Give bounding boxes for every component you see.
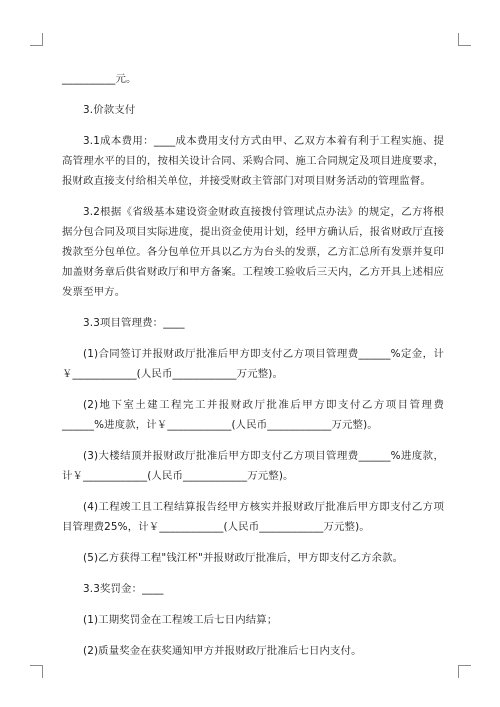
list-item-fee-1: (1)合同签订并报财政厅批准后甲方即支付乙方项目管理费______%定金，计￥____________(人民币____________万元整)。 <box>62 348 444 380</box>
list-item-fee-5: (5)乙方获得工程"钱江杯"并报财政厅批准后，甲方即支付乙方余款。 <box>83 552 404 564</box>
list-item-fee-2: (2)地下室土建工程完工并报财政厅批准后甲方即支付乙方项目管理费______%进度款，计￥____________(人民币____________万元整)。 <box>62 399 444 431</box>
list-item-bonus-1: (1)工期奖罚金在工程竣工后七日内结算； <box>83 614 278 626</box>
paragraph-direct-allocation: 3.2根据《省级基本建设资金财政直接拨付管理试点办法》的规定，乙方将根据分包合同及项目实际进度，提出资金使用计划，经甲方确认后，报省财政厅直接拨款至分包单位。各分包单位开具以乙方为台头的发票，乙方汇总所有发票并复印加盖财务章后供省财政厅和甲方备案。工程竣工验收后三天内，乙方开具上述相应发票至甲方。 <box>62 206 444 298</box>
paragraph-cost-expenses: 3.1成本费用：____成本费用支付方式由甲、乙双方本着有利于工程实施、提高管理水平的目的，按相关设计合同、采购合同、施工合同规定及项目进度要求，报财政直接支付给相关单位，并接受财政主管部门对项目财务活动的管理监督。 <box>62 135 444 187</box>
crop-mark-bottom-left <box>30 665 43 678</box>
list-item-fee-4: (4)工程竣工且工程结算报告经甲方核实并报财政厅批准后甲方即支付乙方项目管理费25%，计￥____________(人民币____________万元整)。 <box>62 501 444 533</box>
crop-mark-top-left <box>30 33 43 46</box>
crop-mark-bottom-right <box>458 665 471 678</box>
section-heading-management-fee: 3.3项目管理费：____ <box>83 317 185 329</box>
list-item-fee-3: (3)大楼结顶并报财政厅批准后甲方即支付乙方项目管理费______%进度款，计￥____________(人民币____________万元整)。 <box>62 450 444 482</box>
section-heading-payment: 3.价款支付 <box>83 104 136 116</box>
list-item-bonus-2: (2)质量奖金在获奖通知甲方并报财政厅批准后七日内支付。 <box>83 645 362 657</box>
crop-mark-top-right <box>458 33 471 46</box>
section-heading-bonus-penalty: 3.3奖罚金：____ <box>83 583 164 595</box>
document-body <box>62 69 444 672</box>
paragraph-amount-tail: __________元。 <box>62 73 137 85</box>
